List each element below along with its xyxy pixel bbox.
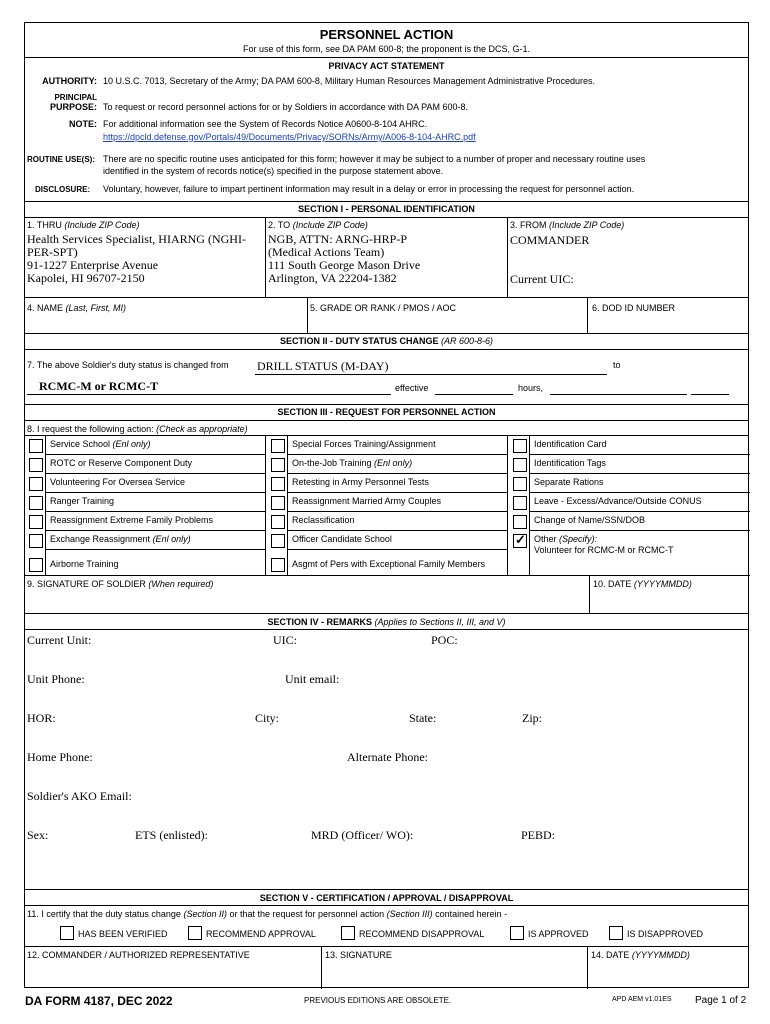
action-label-col1-4: Reassignment Extreme Family Problems: [50, 515, 214, 525]
action-checkbox-col1-6[interactable]: [29, 558, 43, 572]
commander-label: 12. COMMANDER / AUTHORIZED REPRESENTATIVE: [27, 950, 250, 960]
version-tag: APD AEM v1.01ES: [612, 996, 672, 1003]
page-number: Page 1 of 2: [695, 995, 747, 1006]
action-cell-border: [45, 473, 46, 492]
action-cell-rule: [45, 492, 265, 493]
action-checkbox-col2-3[interactable]: [271, 496, 285, 510]
grade-label: 5. GRADE OR RANK / PMOS / AOC: [310, 303, 457, 313]
thru-label: 1. THRU (Include ZIP Code): [27, 220, 140, 230]
sorn-link[interactable]: https://dpcld.defense.gov/Portals/49/Documents/Privacy/SORNs/Army/A006-8-104-AHRC.pdf: [103, 132, 476, 142]
action-cell-rule: [287, 575, 507, 576]
section2-heading: SECTION II - DUTY STATUS CHANGE (AR 600-8-6): [279, 336, 494, 346]
remark-poc: POC:: [431, 633, 458, 647]
certify-text: 11. I certify that the duty status change (Section II) or that the request for personnel action (Section III) contained herein -: [27, 909, 508, 919]
remark-pebd: PEBD:: [521, 828, 556, 842]
thru-line-1[interactable]: Health Services Specialist, HIARNG (NGHI-: [27, 232, 246, 246]
remark-uic: UIC:: [273, 633, 297, 647]
action-label-col3-5: Other (Specify):: [534, 534, 598, 544]
action-cell-rule: [287, 492, 507, 493]
action-label-col3-1: Identification Tags: [534, 458, 606, 468]
action-label-col3-0: Identification Card: [534, 439, 607, 449]
to-line-4[interactable]: Arlington, VA 22204-1382: [268, 271, 397, 285]
action-cell-border: [45, 549, 46, 575]
action-label-col2-1: On-the-Job Training (Enl only): [292, 458, 413, 468]
thru-line-4[interactable]: Kapolei, HI 96707-2150: [27, 271, 145, 285]
action-cell-border: [529, 530, 530, 575]
is-disapproved-checkbox[interactable]: [609, 926, 623, 940]
remark-state: State:: [409, 711, 437, 725]
action-checkbox-col2-2[interactable]: [271, 477, 285, 491]
action-checkbox-col3-5[interactable]: [513, 534, 527, 548]
action-cell-rule: [529, 473, 750, 474]
action-cell-border: [287, 435, 288, 454]
other-specify-value[interactable]: Volunteer for RCMC-M or RCMC-T: [534, 545, 674, 555]
from-value[interactable]: COMMANDER: [510, 233, 590, 247]
action-cell-border: [529, 511, 530, 530]
to-line-3[interactable]: 111 South George Mason Drive: [268, 258, 421, 272]
action-label-col1-6: Airborne Training: [50, 559, 119, 569]
action-checkbox-col1-3[interactable]: [29, 496, 43, 510]
action-cell-rule: [45, 454, 265, 455]
to-line-2[interactable]: (Medical Actions Team): [268, 245, 385, 259]
action-cell-rule: [287, 511, 507, 512]
duty-status-to[interactable]: RCMC-M or RCMC-T: [39, 379, 159, 393]
authority-text: 10 U.S.C. 7013, Secretary of the Army; DA PAM 600-8, Military Human Resources Management Administrative Procedures.: [103, 76, 596, 86]
authority-label: AUTHORITY:: [42, 76, 97, 86]
section4-heading: SECTION IV - REMARKS (Applies to Sections II, III, and V): [267, 617, 506, 627]
remark-mrd: MRD (Officer/ WO):: [311, 828, 414, 842]
action-cell-border: [287, 473, 288, 492]
action-cell-rule: [287, 473, 507, 474]
action-label-col2-5: Officer Candidate School: [292, 534, 392, 544]
action-cell-border: [529, 492, 530, 511]
action-cell-rule: [529, 492, 750, 493]
is-approved-checkbox[interactable]: [510, 926, 524, 940]
disclosure-text: Voluntary, however, failure to impart pertinent information may result in a delay or error in processing the request for personnel action.: [103, 184, 635, 194]
dod-label: 6. DOD ID NUMBER: [592, 303, 676, 313]
recommend-disapproval-label: RECOMMEND DISAPPROVAL: [359, 929, 485, 939]
current-uic[interactable]: Current UIC:: [510, 272, 574, 286]
action-cell-border: [45, 435, 46, 454]
action-checkbox-col3-2[interactable]: [513, 477, 527, 491]
action-checkbox-col1-5[interactable]: [29, 534, 43, 548]
thru-line-3[interactable]: 91-1227 Enterprise Avenue: [27, 258, 159, 272]
remark-current-unit: Current Unit:: [27, 633, 92, 647]
personnel-action-form: [24, 22, 749, 988]
action-cell-border: [529, 473, 530, 492]
note-text: For additional information see the System of Records Notice A0600-8-104 AHRC.: [103, 119, 428, 129]
purpose-text: To request or record personnel actions for or by Soldiers in accordance with DA PAM 600-8.: [103, 102, 469, 112]
action-label-col2-6: Asgmt of Pers with Exceptional Family Members: [292, 559, 486, 569]
action-checkbox-col3-0[interactable]: [513, 439, 527, 453]
is-approved-label: IS APPROVED: [528, 929, 589, 939]
action-checkbox-col1-0[interactable]: [29, 439, 43, 453]
routine-use-label: ROUTINE USE(S):: [27, 155, 95, 164]
soldier-date-label: 10. DATE (YYYYMMDD): [593, 579, 692, 589]
recommend-approval-label: RECOMMEND APPROVAL: [206, 929, 316, 939]
action-label-col1-0: Service School (Enl only): [50, 439, 151, 449]
action-checkbox-col1-4[interactable]: [29, 515, 43, 529]
action-label-col3-2: Separate Rations: [534, 477, 604, 487]
action-cell-rule: [529, 454, 750, 455]
thru-line-2[interactable]: PER-SPT): [27, 245, 78, 259]
action-cell-border: [287, 492, 288, 511]
action-cell-border: [45, 492, 46, 511]
remark-ako-email: Soldier's AKO Email:: [27, 789, 132, 803]
section5-heading: SECTION V - CERTIFICATION / APPROVAL / DISAPPROVAL: [259, 893, 514, 903]
remark-unit-email: Unit email:: [285, 672, 340, 686]
has-been-verified-label: HAS BEEN VERIFIED: [78, 929, 168, 939]
action-cell-border: [287, 530, 288, 549]
action-checkbox-col1-2[interactable]: [29, 477, 43, 491]
form-subtitle: For use of this form, see DA PAM 600-8; the proponent is the DCS, G-1.: [243, 44, 530, 54]
action-checkbox-col2-1[interactable]: [271, 458, 285, 472]
effective-label: effective: [395, 383, 429, 393]
remark-city: City:: [255, 711, 280, 725]
action-cell-border: [529, 435, 530, 454]
remark-unit-phone: Unit Phone:: [27, 672, 85, 686]
action-label-col1-2: Volunteering For Oversea Service: [50, 477, 186, 487]
action-label-col2-3: Reassignment Married Army Couples: [292, 496, 442, 506]
section3-heading: SECTION III - REQUEST FOR PERSONNEL ACTION: [277, 407, 496, 417]
privacy-heading: PRIVACY ACT STATEMENT: [328, 61, 445, 71]
duty-status-from[interactable]: DRILL STATUS (M-DAY): [257, 359, 389, 373]
action-label-col1-5: Exchange Reassignment (Enl only): [50, 534, 191, 544]
routine-use-text-2: identified in the system of records notice(s) specified in the purpose statement above.: [103, 166, 444, 176]
action-cell-border: [529, 454, 530, 473]
recommend-approval-checkbox[interactable]: [188, 926, 202, 940]
disclosure-label: DISCLOSURE:: [35, 185, 91, 194]
action-cell-rule: [45, 549, 265, 550]
action-label-col3-3: Leave - Excess/Advance/Outside CONUS: [534, 496, 702, 506]
routine-use-text-1: There are no specific routine uses anticipated for this form; however it may be subject to a number of proper and necessary routine uses: [103, 154, 646, 164]
signature-label: 13. SIGNATURE: [325, 950, 392, 960]
action-label-col2-2: Retesting in Army Personnel Tests: [292, 477, 429, 487]
recommend-disapproval-checkbox[interactable]: [341, 926, 355, 940]
action-cell-rule: [287, 454, 507, 455]
approval-date-label: 14. DATE (YYYYMMDD): [591, 950, 690, 960]
note-label: NOTE:: [69, 119, 97, 129]
action-cell-rule: [45, 473, 265, 474]
action-cell-border: [45, 511, 46, 530]
action-checkbox-col3-1[interactable]: [513, 458, 527, 472]
action-cell-border: [45, 530, 46, 549]
action-cell-rule: [287, 549, 507, 550]
is-disapproved-label: IS DISAPPROVED: [627, 929, 704, 939]
action-cell-rule: [287, 530, 507, 531]
request-intro: 8. I request the following action: (Check as appropriate): [27, 424, 248, 434]
hours-label: hours,: [518, 383, 544, 393]
to-label: 2. TO (Include ZIP Code): [268, 220, 368, 230]
action-cell-rule: [529, 511, 750, 512]
purpose-label-1: PRINCIPAL: [54, 93, 97, 102]
action-checkbox-col1-1[interactable]: [29, 458, 43, 472]
soldier-signature-label: 9. SIGNATURE OF SOLDIER (When required): [27, 579, 214, 589]
remark-alt-phone: Alternate Phone:: [347, 750, 428, 764]
action-checkbox-col2-4[interactable]: [271, 515, 285, 529]
action-checkbox-col2-6[interactable]: [271, 558, 285, 572]
action-column-separator: [265, 435, 266, 575]
remark-sex: Sex:: [27, 828, 49, 842]
action-label-col1-1: ROTC or Reserve Component Duty: [50, 458, 193, 468]
action-label-col2-4: Reclassification: [292, 515, 355, 525]
action-cell-rule: [45, 575, 265, 576]
action-checkbox-col2-0[interactable]: [271, 439, 285, 453]
remark-home-phone: Home Phone:: [27, 750, 93, 764]
action-cell-border: [287, 549, 288, 575]
remark-hor: HOR:: [27, 711, 56, 725]
obsolete-note: PREVIOUS EDITIONS ARE OBSOLETE.: [304, 996, 452, 1005]
action-cell-border: [45, 454, 46, 473]
action-cell-border: [287, 511, 288, 530]
action-checkbox-col2-5[interactable]: [271, 534, 285, 548]
has-been-verified-checkbox[interactable]: [60, 926, 74, 940]
action-label-col3-4: Change of Name/SSN/DOB: [534, 515, 646, 525]
action-cell-rule: [45, 511, 265, 512]
action-cell-border: [287, 454, 288, 473]
duty-status-prefix: 7. The above Soldier's duty status is changed from: [27, 360, 229, 370]
action-checkbox-col3-3[interactable]: [513, 496, 527, 510]
remark-ets: ETS (enlisted):: [135, 828, 208, 842]
action-cell-rule: [529, 575, 750, 576]
to-line-1[interactable]: NGB, ATTN: ARNG-HRP-P: [268, 232, 408, 246]
action-cell-rule: [45, 530, 265, 531]
action-cell-rule: [529, 530, 750, 531]
duty-status-to-word: to: [613, 360, 621, 370]
action-column-separator: [507, 435, 508, 575]
purpose-label-2: PURPOSE:: [49, 102, 97, 112]
from-label: 3. FROM (Include ZIP Code): [510, 220, 625, 230]
section1-heading: SECTION I - PERSONAL IDENTIFICATION: [298, 204, 475, 214]
action-checkbox-col3-4[interactable]: [513, 515, 527, 529]
action-label-col1-3: Ranger Training: [50, 496, 115, 506]
form-title: PERSONNEL ACTION: [319, 27, 454, 42]
action-label-col2-0: Special Forces Training/Assignment: [292, 439, 436, 449]
remark-zip: Zip:: [522, 711, 542, 725]
name-label: 4. NAME (Last, First, MI): [27, 303, 127, 313]
form-number: DA FORM 4187, DEC 2022: [25, 994, 173, 1008]
